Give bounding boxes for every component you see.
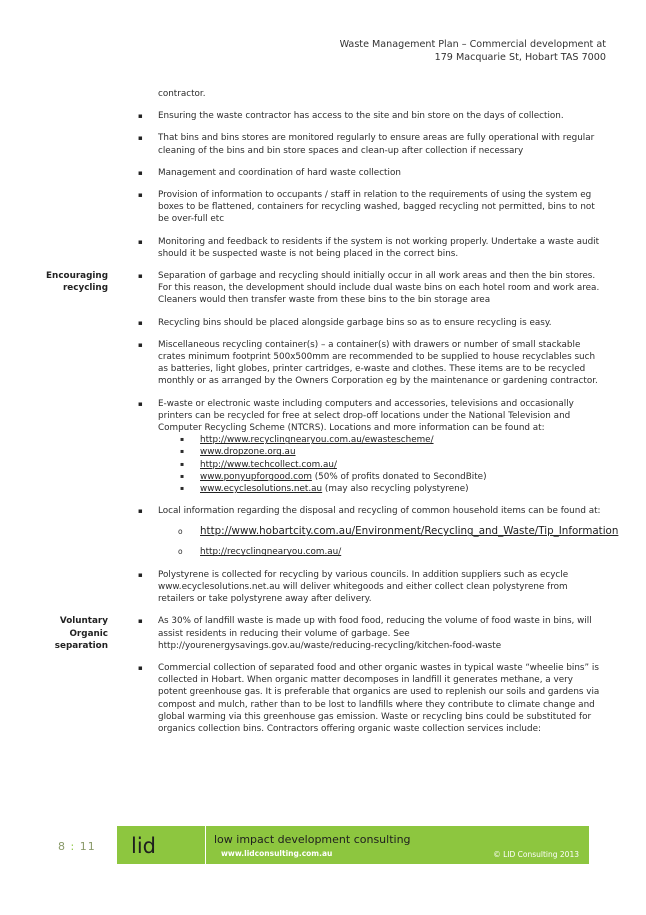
lid-logo: lid [131, 834, 156, 858]
header-title: Waste Management Plan – Commercial development at [339, 39, 606, 50]
link-item [200, 459, 604, 471]
link-item [200, 446, 604, 458]
list-item [158, 398, 604, 496]
list-item: ▪ Commercial collection of separated food and other organic wastes in typical waste “wheelie bins” is collected in Hobart. When organic matter decomposes in landfill it generates methane, a very potent greenhouse gas. It is preferable that organics are used to replenish our soils and gardens via compost and mulch, rather than to be lost to landfills where they contribute to climate change and global warming via this greenhouse gas emission. Waste or recycling bins could be substituted for organics collection bins. Contractors offering organic waste collection services include: [158, 662, 604, 735]
page-header [340, 38, 606, 64]
section-organic-separation [0, 615, 646, 735]
link-note: (50% of profits donated to SecondBite) [311, 471, 487, 482]
footer-website[interactable]: www.lidconsulting.com.au [221, 849, 333, 858]
main-content [0, 88, 646, 745]
link[interactable]: www.ponyupforgood.com [200, 471, 312, 482]
link[interactable]: www.dropzone.org.au [200, 447, 296, 458]
link[interactable]: http://www.hobartcity.com.au/Environment/Recycling_and_Waste/Tip_Information [200, 525, 619, 538]
list-item: ▪ Miscellaneous recycling container(s) – a container(s) with drawers or number of small stackable crates minimum footprint 500x500mm are recommended to be supplied to house recyclables such as batteries, light globes, printer cartridges, e-waste and clothes. These items are to be recycled monthly or as arranged by the Owners Corporation eg by the maintenance or gardening contractor. [158, 339, 604, 388]
link-item [200, 546, 604, 558]
footer-banner [117, 826, 589, 864]
section-label: Voluntary Organic separation [54, 616, 108, 651]
link[interactable]: http://www.recyclingnearyou.com.au/ewastescheme/ [200, 435, 434, 446]
list-item: ▪ Monitoring and feedback to residents if the system is not working properly. Undertake a waste audit should it be suspected waste is not being placed in the correct bins. [158, 236, 604, 260]
list-item: ▪ Provision of information to occupants / staff in relation to the requirements of using the system eg boxes to be flattened, containers for recycling washed, bagged recycling not permitted, bins to not be over-full etc [158, 189, 604, 226]
link-item [200, 525, 619, 538]
link[interactable]: http://www.techcollect.com.au/ [200, 459, 337, 470]
link[interactable]: http://recyclingnearyou.com.au/ [200, 547, 342, 558]
link-item [200, 471, 604, 483]
list-item: ▪ As 30% of landfill waste is made up with food food, reducing the volume of food waste in bins, will assist residents in reducing their volume of garbage. See http://yourenergysavings.gov.au/waste/reducing-recycling/kitchen-food-waste [158, 615, 604, 652]
section-encouraging-recycling [0, 270, 646, 605]
local-info-text: ▪ Local information regarding the disposal and recycling of common household items can be found at: [158, 506, 601, 517]
divider [205, 826, 206, 864]
link-item [200, 483, 604, 495]
list-item: ▪ Polystyrene is collected for recycling by various councils. In addition suppliers such as ecycle www.ecyclesolutions.net.au will deliver whitegoods and either collect clean polystyrene from retailers or take polystyrene away after delivery. [158, 569, 604, 606]
list-item: ▪ That bins and bins stores are monitored regularly to ensure areas are fully operational with regular cleaning of the bins and bin store spaces and clean-up after collection if necessary [158, 132, 604, 156]
list-item [158, 505, 619, 558]
intro-continuation: contractor. [158, 89, 206, 99]
footer-copyright: © LID Consulting 2013 [493, 850, 579, 859]
list-item: ▪ Management and coordination of hard waste collection [158, 167, 604, 179]
link-note: (may also recycling polystyrene) [322, 484, 469, 495]
list-item: ▪ Separation of garbage and recycling should initially occur in all work areas and then the bin stores. For this reason, the development should include dual waste bins on each hotel room and work area. Cleaners would then transfer waste from these bins to the bin storage area [158, 270, 604, 307]
link-item [200, 434, 604, 446]
link[interactable]: www.ecyclesolutions.net.au [200, 484, 323, 495]
list-item: ▪ Recycling bins should be placed alongside garbage bins so as to ensure recycling is easy. [158, 317, 604, 329]
section-label: Encouraging recycling [46, 271, 108, 294]
footer-tagline: low impact development consulting [214, 833, 411, 846]
list-item: ▪ Ensuring the waste contractor has access to the site and bin store on the days of collection. [158, 110, 604, 122]
page-number: 8 : 11 [58, 840, 96, 853]
ewaste-text: ▪ E-waste or electronic waste including computers and accessories, televisions and occasionally printers can be recycled for free at select drop-off locations under the National Television and Computer Recycling Scheme (NTCRS). Locations and more information can be found at: [158, 398, 574, 434]
header-address: 179 Macquarie St, Hobart TAS 7000 [434, 52, 606, 63]
